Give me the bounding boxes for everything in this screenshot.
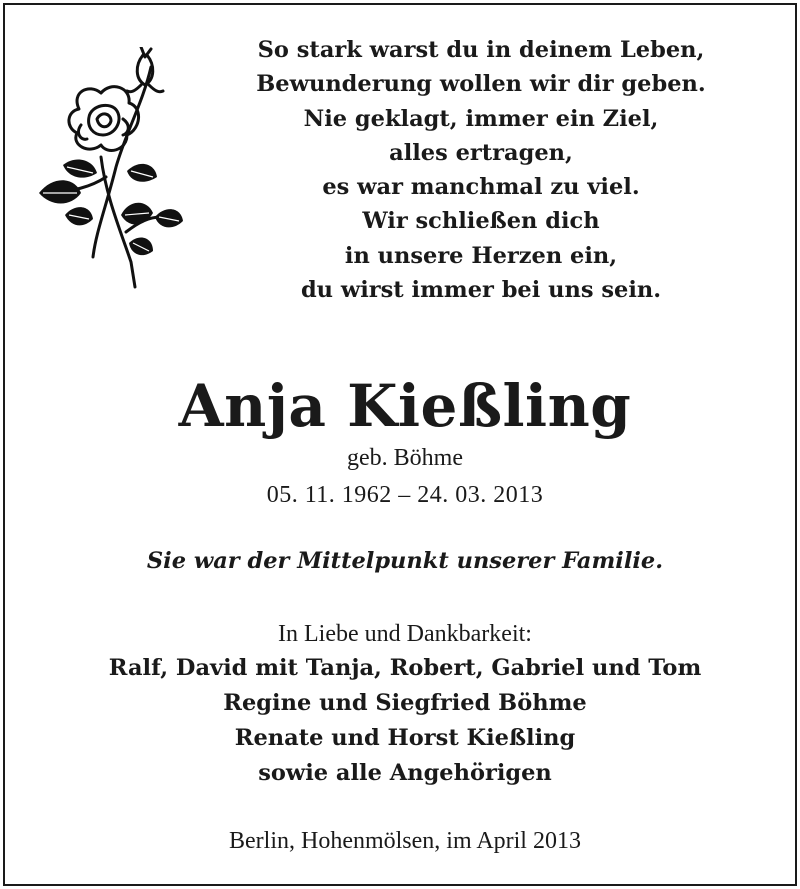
- mourner-line: Ralf, David mit Tanja, Robert, Gabriel und Tom: [108, 655, 702, 681]
- rose-icon: [31, 47, 191, 297]
- mourners-intro: In Liebe und Dankbarkeit:: [278, 621, 532, 647]
- poem-line: in unsere Herzen ein,: [344, 242, 618, 269]
- mourner-line: sowie alle Angehörigen: [258, 760, 552, 786]
- maiden-name: geb. Böhme: [347, 445, 463, 471]
- mourners-list: [5, 651, 800, 791]
- memorial-poem: [201, 33, 761, 307]
- mourner-line: Regine und Siegfried Böhme: [223, 690, 587, 716]
- mourner-line: Renate und Horst Kießling: [234, 725, 576, 751]
- poem-line: Nie geklagt, immer ein Ziel,: [303, 105, 659, 132]
- poem-line: Wir schließen dich: [362, 208, 600, 235]
- deceased-name: Anja Kießling: [178, 372, 632, 440]
- poem-line: So stark warst du in deinem Leben,: [257, 37, 705, 63]
- tagline: Sie war der Mittelpunkt unserer Familie.: [146, 548, 664, 574]
- poem-line: es war manchmal zu viel.: [322, 174, 640, 201]
- poem-line: alles ertragen,: [389, 139, 573, 166]
- place-and-date: Berlin, Hohenmölsen, im April 2013: [229, 828, 581, 854]
- obituary-frame: [3, 3, 797, 886]
- life-dates: 05. 11. 1962 – 24. 03. 2013: [266, 482, 544, 508]
- poem-line: du wirst immer bei uns sein.: [300, 277, 662, 304]
- poem-line: Bewunderung wollen wir dir geben.: [256, 71, 706, 98]
